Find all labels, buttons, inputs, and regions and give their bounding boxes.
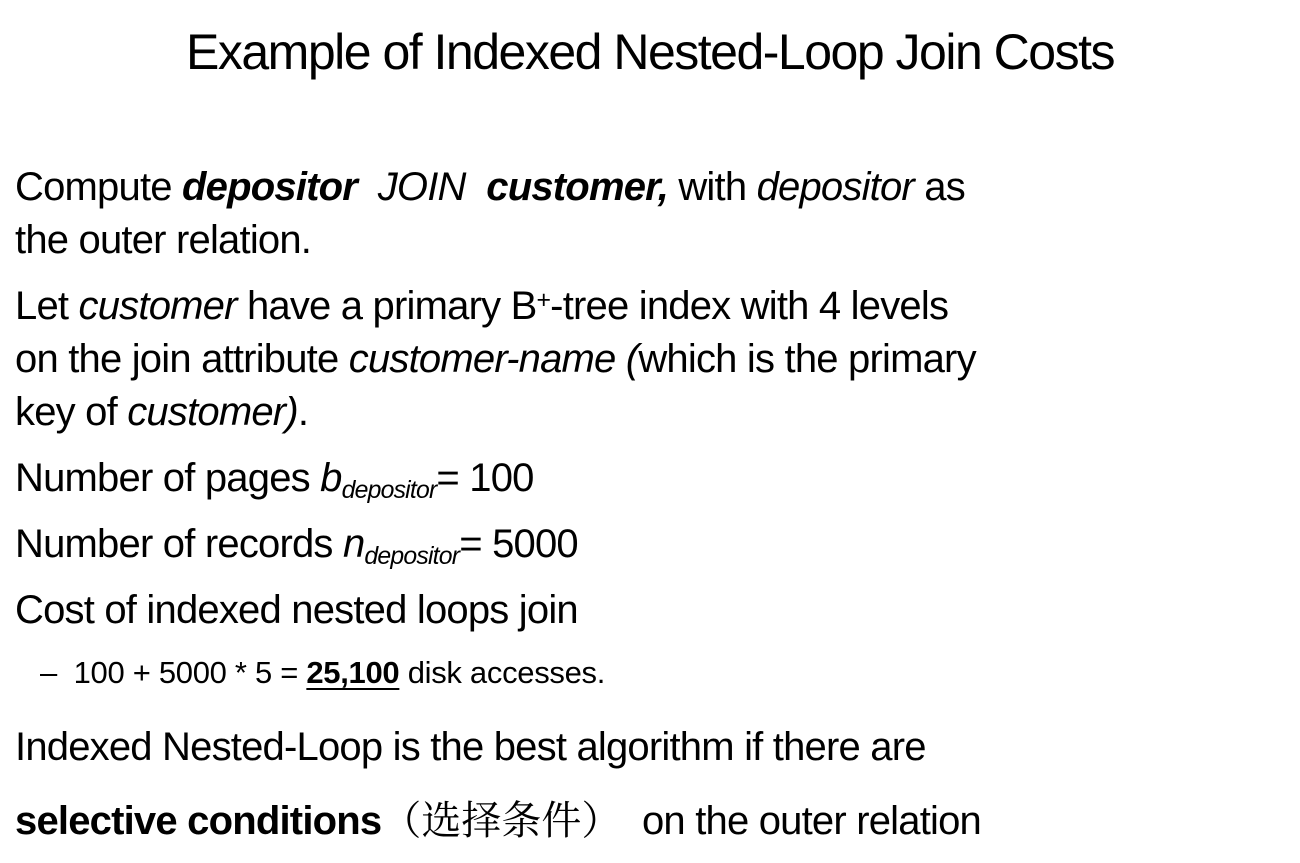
text-run: customer, xyxy=(486,165,669,209)
text-run: customer xyxy=(78,284,237,328)
text-run: -tree index with 4 levels xyxy=(550,284,949,328)
text-run: Number of pages xyxy=(15,456,321,500)
text-run xyxy=(466,165,487,209)
text-run: with xyxy=(668,165,757,209)
text-run: Let xyxy=(15,284,79,328)
text-run: Compute xyxy=(15,165,183,209)
text-run: （选择条件） xyxy=(381,798,622,843)
text-run: customer-name ( xyxy=(348,337,639,381)
text-run: selective conditions xyxy=(15,799,382,843)
paragraph-compute-join xyxy=(15,161,1292,267)
text-run: on the join attribute xyxy=(15,337,349,381)
text-run: depositor xyxy=(364,542,460,570)
paragraph-cost-formula xyxy=(15,650,1292,696)
paragraph-number-of-records xyxy=(15,518,1292,571)
text-run: Number of records xyxy=(15,522,343,566)
slide-title: Example of Indexed Nested-Loop Join Costs xyxy=(186,24,1114,80)
text-run: the outer relation. xyxy=(15,218,312,262)
text-run: 25,100 xyxy=(306,655,400,690)
text-run: = 5000 xyxy=(459,522,578,566)
text-run: = 100 xyxy=(436,456,534,500)
text-run: depositor xyxy=(756,165,914,209)
text-run: Indexed Nested-Loop is the best algorithm if there are xyxy=(15,725,926,769)
text-run: depositor xyxy=(341,476,437,504)
text-run: Cost of indexed nested loops join xyxy=(15,588,578,632)
text-run: + xyxy=(536,286,551,314)
text-run xyxy=(357,165,378,209)
text-run: JOIN xyxy=(377,165,466,209)
paragraph-cost-heading xyxy=(15,584,1292,637)
text-run: which is the primary xyxy=(638,337,976,381)
text-run: disk accesses. xyxy=(399,655,606,690)
paragraph-btree-index xyxy=(15,280,1292,439)
text-run: customer) xyxy=(127,390,298,434)
text-run: on the outer relation xyxy=(621,799,981,843)
text-run: n xyxy=(342,522,365,566)
text-run: key of xyxy=(15,390,128,434)
text-run: as xyxy=(913,165,965,209)
paragraph-number-of-pages xyxy=(15,452,1292,505)
text-run: depositor xyxy=(182,165,358,209)
paragraph-conclusion xyxy=(15,710,1292,858)
text-run: have a primary B xyxy=(236,284,537,328)
slide-body xyxy=(0,161,1300,858)
text-run: b xyxy=(320,456,342,500)
text-run: . xyxy=(297,390,309,434)
text-run: – 100 + 5000 * 5 = xyxy=(40,655,307,690)
